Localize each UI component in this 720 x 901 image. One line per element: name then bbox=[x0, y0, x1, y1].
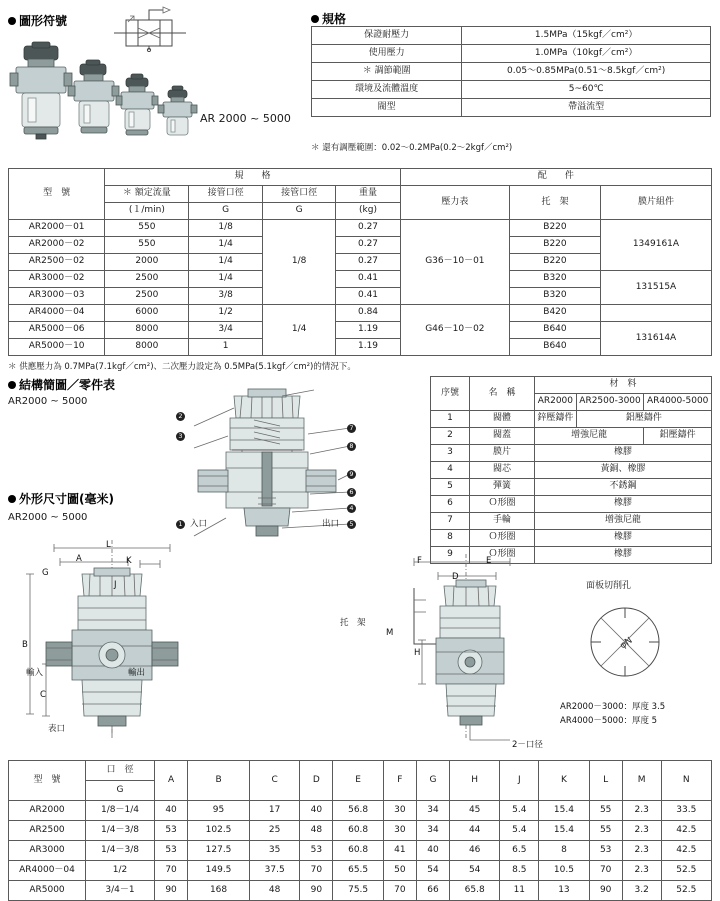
cell-material: 橡膠 bbox=[535, 530, 712, 547]
cell-diaphragm-1: 1349161A bbox=[600, 220, 711, 271]
spec-value: 帶溢流型 bbox=[462, 99, 711, 117]
cell-no: 8 bbox=[431, 530, 470, 547]
header-flow: ＊ 額定流量 bbox=[105, 186, 189, 203]
structure-model-label: AR2000 ~ 5000 bbox=[8, 396, 88, 407]
callout-8: 8 bbox=[347, 442, 356, 451]
cell-L: 90 bbox=[589, 881, 622, 901]
svg-text:φN: φN bbox=[618, 635, 635, 652]
cell-diaphragm-3: 131614A bbox=[600, 322, 711, 356]
dim-label-M: M bbox=[386, 628, 394, 638]
cell-M: 3.2 bbox=[622, 881, 661, 901]
cell-material: 增強尼龍 bbox=[535, 513, 712, 530]
header-H: H bbox=[450, 761, 500, 801]
callout-6: 6 bbox=[347, 488, 356, 497]
header-diaphragm: 膜片組件 bbox=[600, 186, 711, 220]
spec-note: ＊ 還有調壓範圍：0.02～0.2MPa(0.2～2kgf／cm²) bbox=[311, 143, 513, 153]
table-header-row bbox=[431, 377, 712, 394]
table-row bbox=[431, 479, 712, 496]
cell-name: Ｏ形圈 bbox=[470, 530, 535, 547]
cell-model: AR4000－04 bbox=[9, 305, 105, 322]
cell-g: 1/8－1/4 bbox=[86, 801, 155, 821]
table-row bbox=[9, 220, 712, 237]
cell-model: AR3000－02 bbox=[9, 271, 105, 288]
cell-B: 102.5 bbox=[188, 821, 250, 841]
cell-L: 70 bbox=[589, 861, 622, 881]
panel-note-1: AR2000－3000：厚度 3.5 bbox=[560, 702, 666, 712]
spec-value: 1.5MPa（15kgf／cm²） bbox=[462, 27, 711, 45]
dimension-table bbox=[8, 760, 712, 901]
cell-model: AR5000 bbox=[9, 881, 86, 901]
header-model: 型 號 bbox=[9, 169, 105, 220]
cross-section-drawing bbox=[182, 388, 412, 553]
cell-name: 閥體 bbox=[470, 411, 535, 428]
cell-E: 75.5 bbox=[333, 881, 383, 901]
dim-label-G: G bbox=[42, 568, 49, 578]
cell-port1: 3/8 bbox=[189, 288, 262, 305]
cell-port1: 1/4 bbox=[189, 237, 262, 254]
cell-K: 8 bbox=[539, 841, 589, 861]
header-J: J bbox=[500, 761, 539, 801]
cell-H: 45 bbox=[450, 801, 500, 821]
cell-F: 30 bbox=[383, 801, 416, 821]
table-row bbox=[431, 496, 712, 513]
cell-port2-top: 1/8 bbox=[262, 220, 335, 305]
cell-K: 10.5 bbox=[539, 861, 589, 881]
cell-H: 65.8 bbox=[450, 881, 500, 901]
cell-port1: 1/8 bbox=[189, 220, 262, 237]
cell-A: 53 bbox=[155, 821, 188, 841]
cell-B: 95 bbox=[188, 801, 250, 821]
cell-material-1: 鋅壓鑄件 bbox=[535, 411, 577, 428]
header-flow-unit: (１/min) bbox=[105, 203, 189, 220]
cell-material-1: 增強尼龍 bbox=[535, 428, 644, 445]
cell-M: 2.3 bbox=[622, 841, 661, 861]
callout-2: 2 bbox=[176, 412, 185, 421]
spec-value: 0.05～0.85MPa(0.51～8.5kgf／cm²) bbox=[462, 63, 711, 81]
callout-3: 3 bbox=[176, 432, 185, 441]
cell-N: 42.5 bbox=[661, 841, 711, 861]
cell-g: 1/4－3/8 bbox=[86, 841, 155, 861]
cell-D: 48 bbox=[300, 821, 333, 841]
cell-D: 90 bbox=[300, 881, 333, 901]
dim-label-J: J bbox=[114, 580, 117, 590]
cell-no: 2 bbox=[431, 428, 470, 445]
cell-name: 閥蓋 bbox=[470, 428, 535, 445]
header-weight: 重量 bbox=[336, 186, 400, 203]
cell-g: 3/4－1 bbox=[86, 881, 155, 901]
dim-label-C: C bbox=[40, 690, 46, 700]
table-row bbox=[312, 27, 711, 45]
spec-value: 5~60℃ bbox=[462, 81, 711, 99]
cell-model: AR4000－04 bbox=[9, 861, 86, 881]
cell-L: 55 bbox=[589, 821, 622, 841]
cell-material: 橡膠 bbox=[535, 496, 712, 513]
outlet-label: 出口 bbox=[322, 519, 340, 529]
table-header-row bbox=[9, 186, 712, 203]
cell-A: 40 bbox=[155, 801, 188, 821]
cell-material: 橡膠 bbox=[535, 445, 712, 462]
cell-N: 42.5 bbox=[661, 821, 711, 841]
cell-weight: 0.27 bbox=[336, 254, 400, 271]
cell-G: 34 bbox=[416, 821, 449, 841]
cell-weight: 0.27 bbox=[336, 237, 400, 254]
inlet-label-left: 輸入 bbox=[26, 668, 44, 678]
callout-7: 7 bbox=[347, 424, 356, 433]
header-bracket: 托 架 bbox=[510, 186, 601, 220]
header-no: 序號 bbox=[431, 377, 470, 411]
dim-label-A: A bbox=[76, 554, 82, 564]
section-title-dimension: 外形尺寸圖(毫米) bbox=[19, 492, 114, 506]
table-row bbox=[312, 81, 711, 99]
cell-bracket: B220 bbox=[510, 220, 601, 237]
header-name: 名 稱 bbox=[470, 377, 535, 411]
header-port2: 接管口徑 bbox=[262, 186, 335, 203]
cell-flow: 2000 bbox=[105, 254, 189, 271]
spec-label: 閥型 bbox=[312, 99, 462, 117]
dim-label-B: B bbox=[22, 640, 28, 650]
callout-9: 9 bbox=[347, 470, 356, 479]
cell-B: 168 bbox=[188, 881, 250, 901]
cell-N: 52.5 bbox=[661, 861, 711, 881]
cell-C: 17 bbox=[249, 801, 299, 821]
header-L: L bbox=[589, 761, 622, 801]
table-header-row bbox=[9, 169, 712, 186]
header-A: A bbox=[155, 761, 188, 801]
cell-J: 6.5 bbox=[500, 841, 539, 861]
section-title-symbol: 圖形符號 bbox=[19, 14, 68, 28]
header-B: B bbox=[188, 761, 250, 801]
cell-E: 65.5 bbox=[333, 861, 383, 881]
cell-model: AR2000－02 bbox=[9, 237, 105, 254]
cell-no: 9 bbox=[431, 547, 470, 564]
cell-F: 41 bbox=[383, 841, 416, 861]
dim-label-K: K bbox=[126, 556, 132, 566]
header-group-parts: 配 件 bbox=[400, 169, 711, 186]
cell-E: 60.8 bbox=[333, 841, 383, 861]
cell-E: 56.8 bbox=[333, 801, 383, 821]
header-port1: 接管口徑 bbox=[189, 186, 262, 203]
cell-bracket: B640 bbox=[510, 339, 601, 356]
cell-A: 70 bbox=[155, 861, 188, 881]
cell-E: 60.8 bbox=[333, 821, 383, 841]
product-photo-illustration bbox=[8, 38, 208, 143]
header-M: M bbox=[622, 761, 661, 801]
table-row bbox=[9, 322, 712, 339]
cell-bracket: B640 bbox=[510, 322, 601, 339]
cell-M: 2.3 bbox=[622, 821, 661, 841]
cell-name: Ｏ形圈 bbox=[470, 496, 535, 513]
panel-cutout-drawing bbox=[570, 596, 680, 688]
dim-label-E: E bbox=[486, 556, 492, 566]
table-row bbox=[9, 841, 712, 861]
header-F: F bbox=[383, 761, 416, 801]
cell-flow: 550 bbox=[105, 220, 189, 237]
section-title-spec: 規格 bbox=[322, 12, 347, 26]
table-row bbox=[9, 821, 712, 841]
cell-G: 66 bbox=[416, 881, 449, 901]
header-c2: AR2500-3000 bbox=[576, 394, 644, 411]
cell-N: 52.5 bbox=[661, 881, 711, 901]
cell-H: 54 bbox=[450, 861, 500, 881]
cell-material: 不銹鋼 bbox=[535, 479, 712, 496]
table-row bbox=[9, 801, 712, 821]
cell-name: 膜片 bbox=[470, 445, 535, 462]
dim-label-H: H bbox=[414, 648, 421, 658]
table-row bbox=[431, 428, 712, 445]
table-row bbox=[431, 530, 712, 547]
cell-L: 55 bbox=[589, 801, 622, 821]
callout-5: 5 bbox=[347, 520, 356, 529]
cell-weight: 0.27 bbox=[336, 220, 400, 237]
dim-label-L: L bbox=[106, 540, 111, 550]
cell-model: AR2000－01 bbox=[9, 220, 105, 237]
cell-weight: 1.19 bbox=[336, 339, 400, 356]
table-row bbox=[312, 99, 711, 117]
cell-material: 黃銅、橡膠 bbox=[535, 462, 712, 479]
cell-port2-bottom: 1/4 bbox=[262, 305, 335, 356]
cell-bracket: B320 bbox=[510, 288, 601, 305]
cell-flow: 8000 bbox=[105, 322, 189, 339]
cell-D: 70 bbox=[300, 861, 333, 881]
cell-no: 5 bbox=[431, 479, 470, 496]
cell-C: 35 bbox=[249, 841, 299, 861]
cell-K: 15.4 bbox=[539, 821, 589, 841]
cell-weight: 0.41 bbox=[336, 288, 400, 305]
bullet-icon bbox=[8, 17, 16, 25]
cell-flow: 2500 bbox=[105, 271, 189, 288]
header-material: 材 料 bbox=[535, 377, 712, 394]
cell-C: 48 bbox=[249, 881, 299, 901]
cell-no: 7 bbox=[431, 513, 470, 530]
table-row bbox=[431, 445, 712, 462]
header-model: 型 號 bbox=[9, 761, 86, 801]
header-N: N bbox=[661, 761, 711, 801]
bullet-icon bbox=[8, 381, 16, 389]
cell-K: 13 bbox=[539, 881, 589, 901]
header-c3: AR4000-5000 bbox=[644, 394, 712, 411]
cell-F: 70 bbox=[383, 881, 416, 901]
cell-g: 1/2 bbox=[86, 861, 155, 881]
cell-model: AR3000 bbox=[9, 841, 86, 861]
cell-G: 54 bbox=[416, 861, 449, 881]
cell-name: 閥芯 bbox=[470, 462, 535, 479]
cell-port1: 3/4 bbox=[189, 322, 262, 339]
cell-model: AR3000－03 bbox=[9, 288, 105, 305]
cell-material-2: 鋁壓鑄件 bbox=[644, 428, 712, 445]
spec-label: 環境及流體溫度 bbox=[312, 81, 462, 99]
cell-port1: 1 bbox=[189, 339, 262, 356]
header-gauge: 壓力表 bbox=[400, 186, 509, 220]
header-group-spec: 規 格 bbox=[105, 169, 400, 186]
gauge-port-label: 表口 bbox=[48, 724, 66, 734]
cell-no: 4 bbox=[431, 462, 470, 479]
cell-no: 6 bbox=[431, 496, 470, 513]
cell-M: 2.3 bbox=[622, 801, 661, 821]
cell-K: 15.4 bbox=[539, 801, 589, 821]
header-K: K bbox=[539, 761, 589, 801]
table-row bbox=[9, 861, 712, 881]
cell-material-2: 鋁壓鑄件 bbox=[576, 411, 711, 428]
cell-port1: 1/2 bbox=[189, 305, 262, 322]
section-header-spec bbox=[311, 10, 346, 27]
cell-no: 3 bbox=[431, 445, 470, 462]
model-table-footnote: ＊ 供應壓力為 0.7MPa(7.1kgf／cm²)、二次壓力設定為 0.5MPa(5.1kgf／cm²)的情況下。 bbox=[8, 362, 356, 372]
cell-port1: 1/4 bbox=[189, 254, 262, 271]
cell-B: 149.5 bbox=[188, 861, 250, 881]
cell-gauge-top: G36－10－01 bbox=[400, 220, 509, 305]
bracket-label: 托 架 bbox=[340, 618, 366, 628]
cell-no: 1 bbox=[431, 411, 470, 428]
cell-G: 34 bbox=[416, 801, 449, 821]
cell-C: 25 bbox=[249, 821, 299, 841]
cell-name: Ｏ形圈 bbox=[470, 547, 535, 564]
cell-H: 44 bbox=[450, 821, 500, 841]
spec-label: 保證耐壓力 bbox=[312, 27, 462, 45]
table-header-row bbox=[9, 761, 712, 781]
cell-A: 53 bbox=[155, 841, 188, 861]
cell-H: 46 bbox=[450, 841, 500, 861]
cell-N: 33.5 bbox=[661, 801, 711, 821]
cell-L: 53 bbox=[589, 841, 622, 861]
outlet-label-right: 輸出 bbox=[128, 668, 146, 678]
cell-bracket: B320 bbox=[510, 271, 601, 288]
spec-value: 1.0MPa（10kgf／cm²） bbox=[462, 45, 711, 63]
header-D: D bbox=[300, 761, 333, 801]
cell-weight: 1.19 bbox=[336, 322, 400, 339]
section-title-structure: 結構簡圖／零件表 bbox=[19, 378, 116, 392]
cell-D: 40 bbox=[300, 801, 333, 821]
table-row bbox=[312, 63, 711, 81]
cell-bracket: B420 bbox=[510, 305, 601, 322]
cell-model: AR2500－02 bbox=[9, 254, 105, 271]
header-weight-unit: (kg) bbox=[336, 203, 400, 220]
cell-g: 1/4－3/8 bbox=[86, 821, 155, 841]
cell-bracket: B220 bbox=[510, 237, 601, 254]
callout-1: 1 bbox=[176, 520, 185, 529]
section-header-dimension bbox=[8, 490, 114, 507]
cell-model: AR5000－06 bbox=[9, 322, 105, 339]
header-C: C bbox=[249, 761, 299, 801]
port-note-label: 2－口径 bbox=[512, 740, 543, 750]
section-header-symbol bbox=[8, 12, 67, 29]
header-c1: AR2000 bbox=[535, 394, 577, 411]
side-view-drawing bbox=[400, 548, 560, 748]
callout-4: 4 bbox=[347, 504, 356, 513]
cell-model: AR2000 bbox=[9, 801, 86, 821]
model-specification-table bbox=[8, 168, 712, 356]
cell-port1: 1/4 bbox=[189, 271, 262, 288]
cell-F: 30 bbox=[383, 821, 416, 841]
material-table bbox=[430, 376, 712, 564]
header-port-sub: G bbox=[86, 781, 155, 801]
header-G: G bbox=[416, 761, 449, 801]
cell-D: 53 bbox=[300, 841, 333, 861]
cell-J: 5.4 bbox=[500, 801, 539, 821]
header-E: E bbox=[333, 761, 383, 801]
header-port1-unit: G bbox=[189, 203, 262, 220]
symbol-caption: AR 2000 ~ 5000 bbox=[200, 112, 291, 125]
spec-label: 使用壓力 bbox=[312, 45, 462, 63]
table-row bbox=[312, 45, 711, 63]
header-port2-unit: G bbox=[262, 203, 335, 220]
cell-diaphragm-blank bbox=[600, 305, 711, 322]
cell-name: 手輪 bbox=[470, 513, 535, 530]
cell-diaphragm-2: 131515A bbox=[600, 271, 711, 305]
table-row bbox=[431, 462, 712, 479]
cell-bracket: B220 bbox=[510, 254, 601, 271]
cell-J: 8.5 bbox=[500, 861, 539, 881]
cell-flow: 2500 bbox=[105, 288, 189, 305]
cell-model: AR2500 bbox=[9, 821, 86, 841]
cell-weight: 0.84 bbox=[336, 305, 400, 322]
section-header-structure bbox=[8, 376, 115, 393]
cell-A: 90 bbox=[155, 881, 188, 901]
cell-C: 37.5 bbox=[249, 861, 299, 881]
cell-F: 50 bbox=[383, 861, 416, 881]
bullet-icon bbox=[311, 15, 319, 23]
cell-J: 11 bbox=[500, 881, 539, 901]
cell-name: 彈簧 bbox=[470, 479, 535, 496]
table-row bbox=[9, 271, 712, 288]
table-row bbox=[431, 411, 712, 428]
cell-model: AR5000－10 bbox=[9, 339, 105, 356]
cell-gauge-bottom: G46－10－02 bbox=[400, 305, 509, 356]
panel-cutout-title: 面板切削孔 bbox=[586, 581, 632, 591]
cell-flow: 6000 bbox=[105, 305, 189, 322]
cell-J: 5.4 bbox=[500, 821, 539, 841]
table-row bbox=[9, 305, 712, 322]
panel-note-2: AR4000－5000：厚度 5 bbox=[560, 716, 658, 726]
bullet-icon bbox=[8, 495, 16, 503]
table-row bbox=[431, 513, 712, 530]
cell-G: 40 bbox=[416, 841, 449, 861]
specification-table bbox=[311, 26, 711, 117]
header-port: 口 徑 bbox=[86, 761, 155, 781]
cell-M: 2.3 bbox=[622, 861, 661, 881]
spec-label: ＊ 調節範圍 bbox=[312, 63, 462, 81]
dimension-model-label: AR2000 ~ 5000 bbox=[8, 512, 88, 523]
inlet-label: 入口 bbox=[190, 519, 208, 529]
dim-label-F: F bbox=[417, 556, 422, 566]
cell-flow: 8000 bbox=[105, 339, 189, 356]
cell-material: 橡膠 bbox=[535, 547, 712, 564]
cell-B: 127.5 bbox=[188, 841, 250, 861]
front-view-drawing bbox=[20, 534, 210, 749]
cell-weight: 0.41 bbox=[336, 271, 400, 288]
dim-label-D: D bbox=[452, 572, 459, 582]
cell-flow: 550 bbox=[105, 237, 189, 254]
